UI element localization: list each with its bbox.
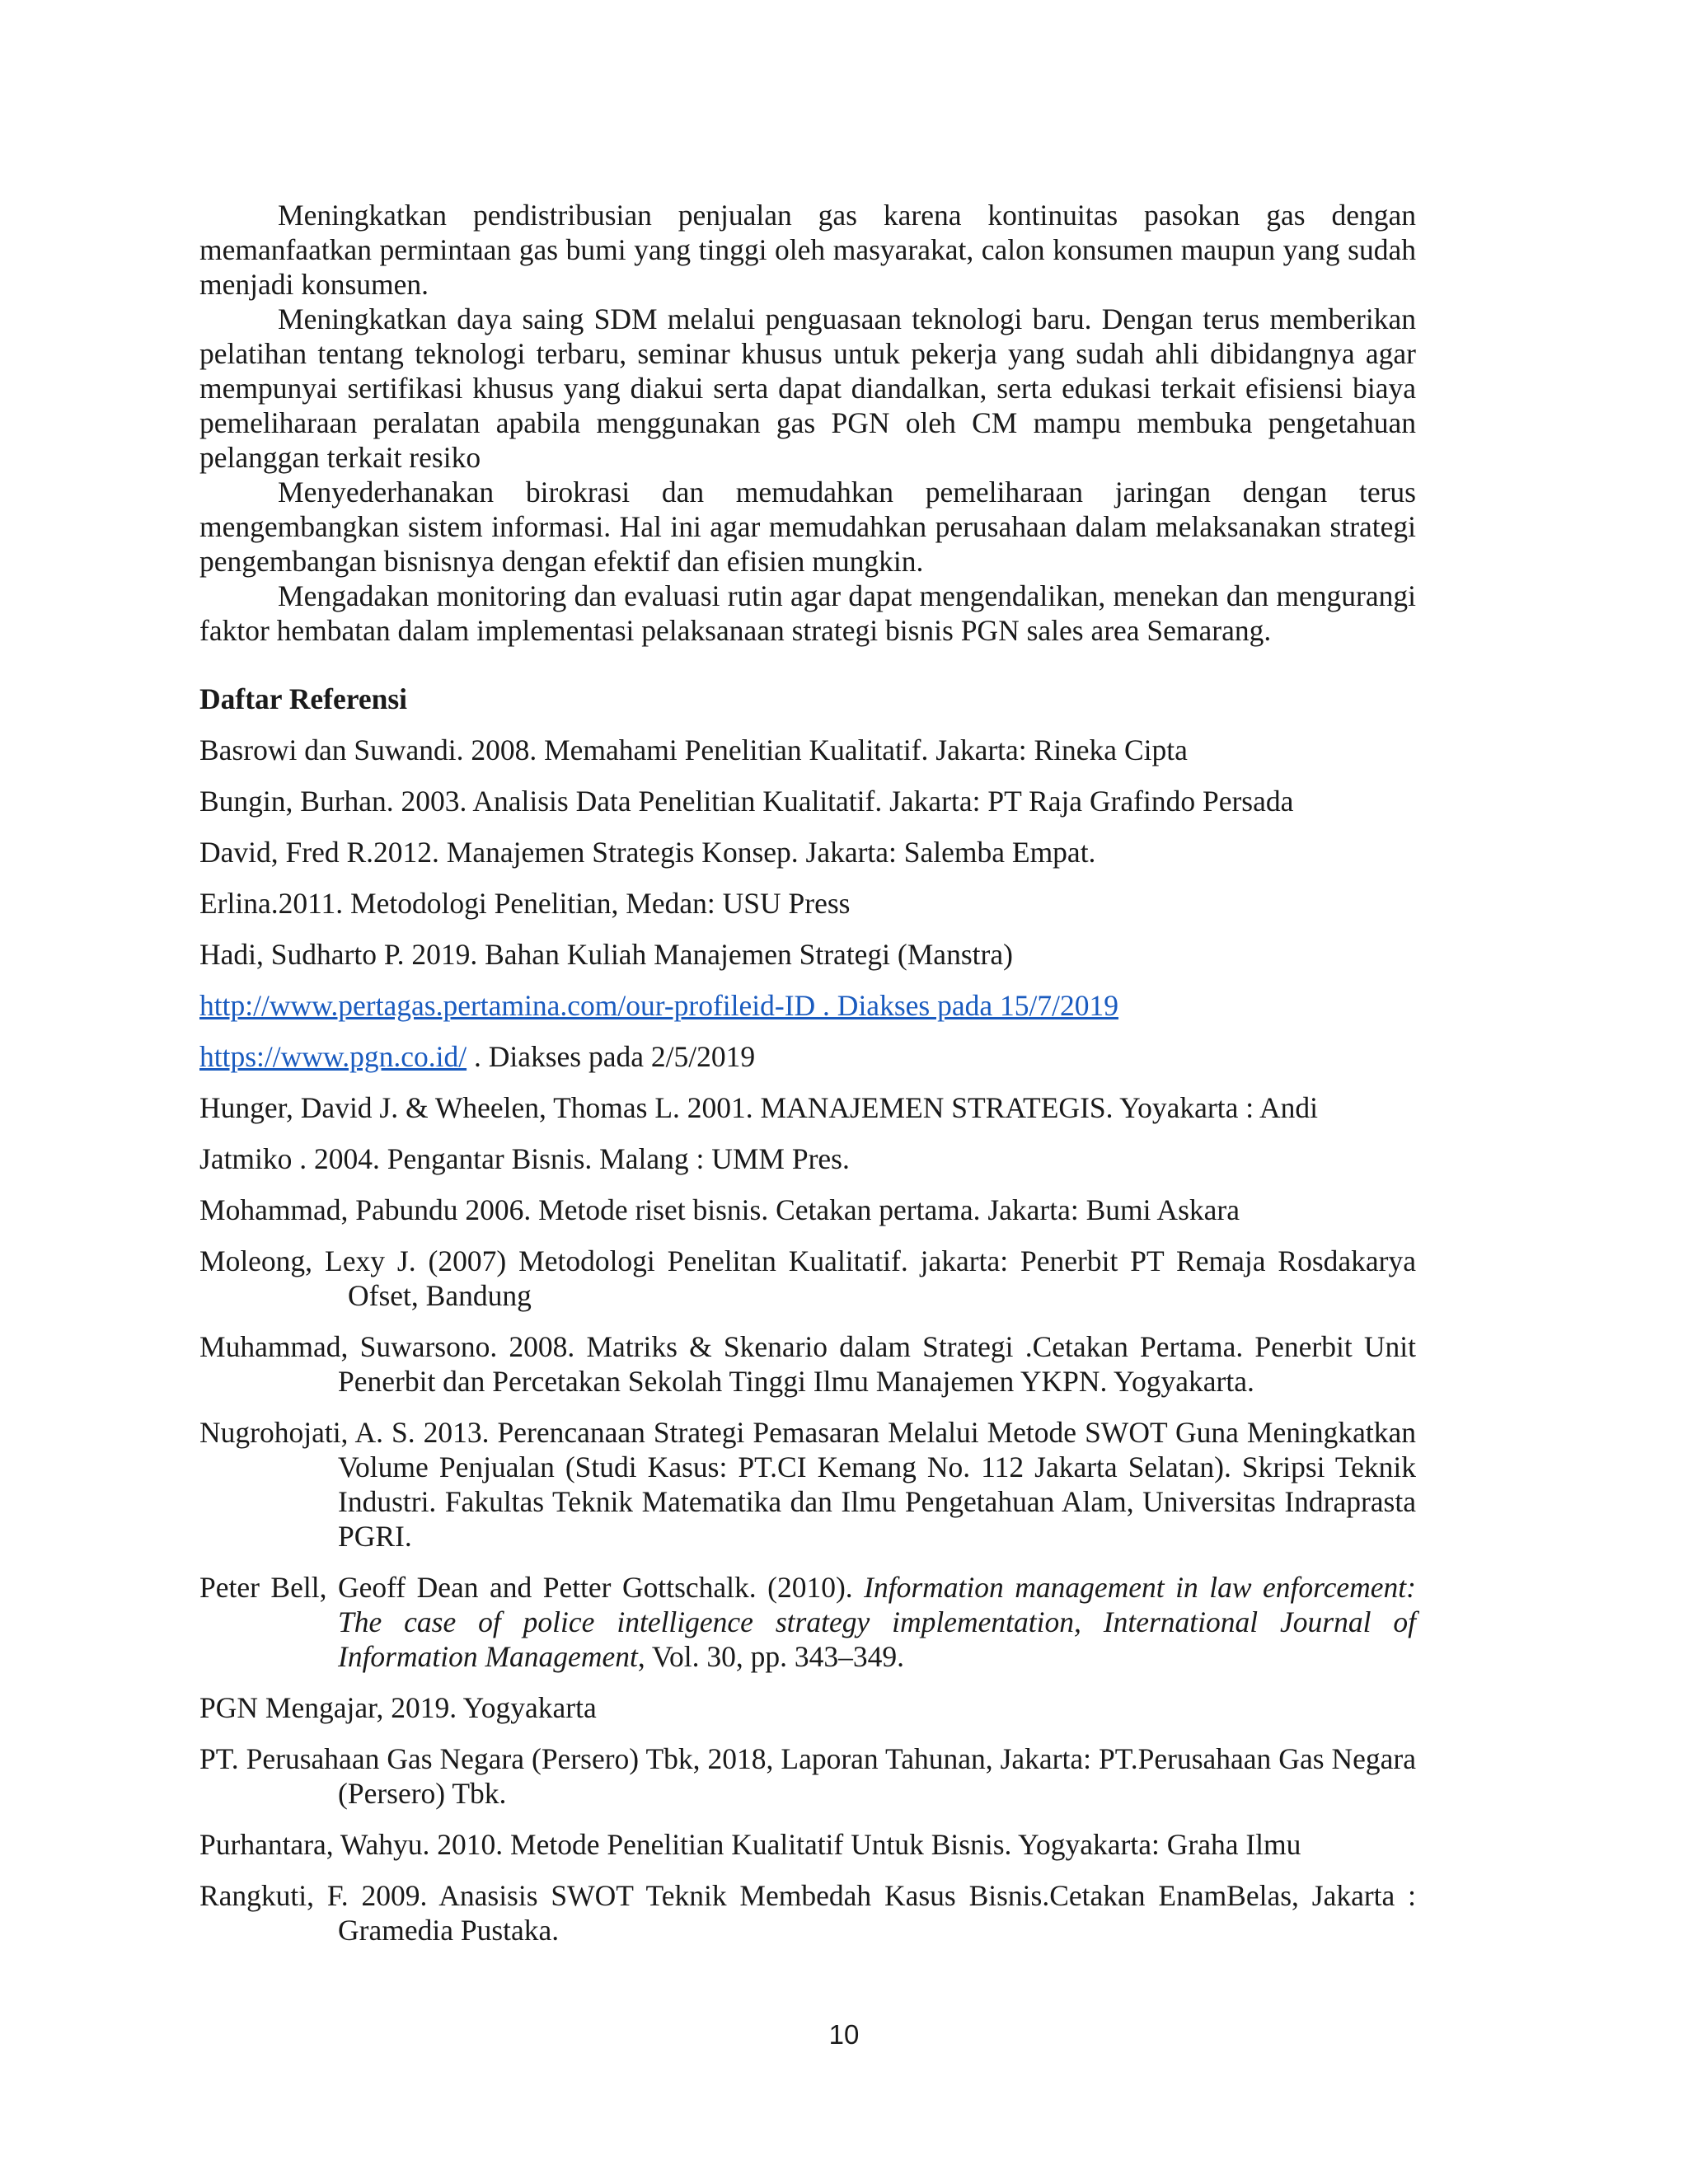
reference-pertagas [199,988,1416,1023]
reference-pgn-website [199,1039,1416,1074]
pgn-website-link[interactable]: https://www.pgn.co.id/ [199,1040,467,1073]
references-heading: Daftar Referensi [199,682,408,715]
reference-bungin: Bungin, Burhan. 2003. Analisis Data Penelitian Kualitatif. Jakarta: PT Raja Grafindo Persada [199,785,1294,818]
paragraph-monitoring: Mengadakan monitoring dan evaluasi rutin agar dapat mengendalikan, menekan dan mengurangi faktor hembatan dalam implementasi pelaksanaan strategi bisnis PGN sales area Semarang. [199,579,1416,647]
page-number: 10 [828,2019,860,2050]
reference-pgn-mengajar: PGN Mengajar, 2019. Yogyakarta [199,1691,597,1724]
reference-mohammad: Mohammad, Pabundu 2006. Metode riset bisnis. Cetakan pertama. Jakarta: Bumi Askara [199,1193,1240,1226]
reference-pt-pgn: PT. Perusahaan Gas Negara (Persero) Tbk, 2018, Laporan Tahunan, Jakarta: PT.Perusahaan Gas Negara (Persero) Tbk. [199,1742,1416,1810]
document-page [199,198,1416,1964]
reference-hadi: Hadi, Sudharto P. 2019. Bahan Kuliah Manajemen Strategi (Manstra) [199,938,1013,971]
reference-purhantara: Purhantara, Wahyu. 2010. Metode Penelitian Kualitatif Untuk Bisnis. Yogyakarta: Graha Ilmu [199,1828,1301,1861]
reference-list [199,733,1416,1947]
reference-hunger: Hunger, David J. & Wheelen, Thomas L. 2001. MANAJEMEN STRATEGIS. Yoyakarta : Andi [199,1091,1319,1124]
paragraph-sdm: Meningkatkan daya saing SDM melalui penguasaan teknologi baru. Dengan terus memberikan pelatihan tentang teknologi terbaru, seminar khusus untuk pekerja yang sudah ahli dibidangnya agar mempunyai sertifikasi khusus yang diakui serta dapat diandalkan, serta edukasi terkait efisiensi biaya pemeliharaan peralatan apabila menggunakan gas PGN oleh CM mampu membuka pengetahuan pelanggan terkait resiko [199,302,1416,474]
pgn-accessed-date: . Diakses pada 2/5/2019 [467,1040,756,1073]
reference-david: David, Fred R.2012. Manajemen Strategis Konsep. Jakarta: Salemba Empat. [199,836,1096,869]
peter-bell-volume: , Vol. 30, pp. 343–349. [637,1640,904,1673]
pertagas-link[interactable]: http://www.pertagas.pertamina.com/our-profileid-ID . Diakses pada 15/7/2019 [199,989,1118,1022]
reference-nugrohojati: Nugrohojati, A. S. 2013. Perencanaan Strategi Pemasaran Melalui Metode SWOT Guna Meningkatkan Volume Penjualan (Studi Kasus: PT.CI Kemang No. 112 Jakarta Selatan). Skripsi Teknik Industri. Fakultas Teknik Matematika dan Ilmu Pengetahuan Alam, Universitas Indraprasta PGRI. [199,1416,1416,1553]
paragraph-distribution: Meningkatkan pendistribusian penjualan gas karena kontinuitas pasokan gas dengan memanfaatkan permintaan gas bumi yang tinggi oleh masyarakat, calon konsumen maupun yang sudah menjadi konsumen. [199,199,1416,301]
reference-peter-bell [199,1570,1416,1674]
reference-muhammad: Muhammad, Suwarsono. 2008. Matriks & Skenario dalam Strategi .Cetakan Pertama. Penerbit Unit Penerbit dan Percetakan Sekolah Tinggi Ilmu Manajemen YKPN. Yogyakarta. [199,1330,1416,1398]
peter-bell-authors: Peter Bell, Geoff Dean and Petter Gottschalk. (2010). [199,1571,865,1604]
peter-bell-title: Information management in law enforcement: The case of police intelligence strategy implementation, International Journal of Information Management [338,1571,1416,1673]
reference-rangkuti: Rangkuti, F. 2009. Anasisis SWOT Teknik Membedah Kasus Bisnis.Cetakan EnamBelas, Jakarta : Gramedia Pustaka. [199,1879,1416,1947]
reference-basrowi: Basrowi dan Suwandi. 2008. Memahami Penelitian Kualitatif. Jakarta: Rineka Cipta [199,733,1188,766]
paragraph-bureaucracy: Menyederhanakan birokrasi dan memudahkan pemeliharaan jaringan dengan terus mengembangkan sistem informasi. Hal ini agar memudahkan perusahaan dalam melaksanakan strategi pengembangan bisnisnya dengan efektif dan efisien mungkin. [199,476,1416,578]
reference-moleong: Moleong, Lexy J. (2007) Metodologi Penelitan Kualitatif. jakarta: Penerbit PT Remaja Rosdakarya Ofset, Bandung [199,1244,1416,1312]
reference-jatmiko: Jatmiko . 2004. Pengantar Bisnis. Malang : UMM Pres. [199,1142,850,1175]
reference-erlina: Erlina.2011. Metodologi Penelitian, Medan: USU Press [199,887,851,920]
